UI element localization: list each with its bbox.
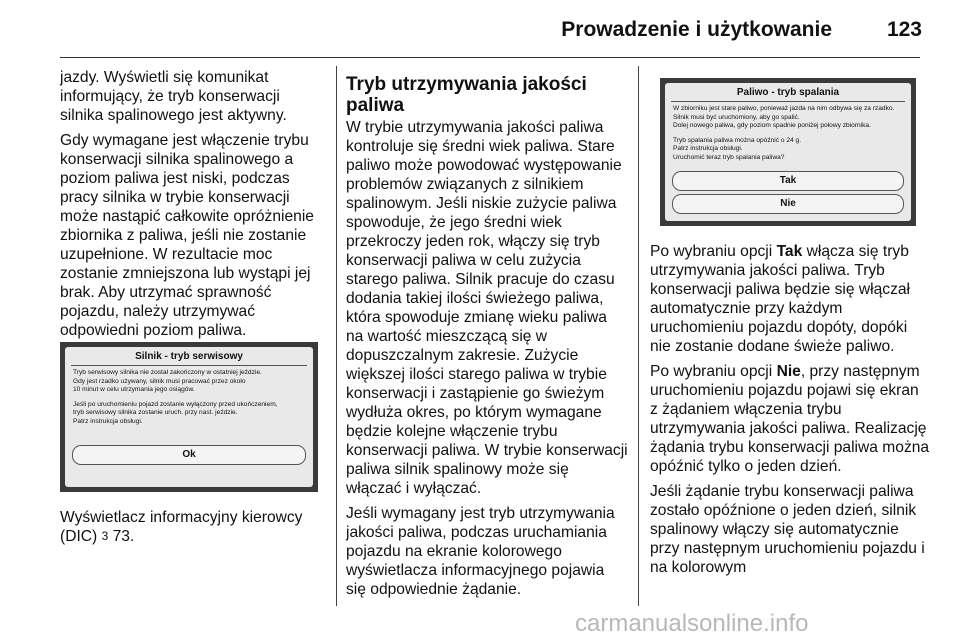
paragraph: Gdy wymagane jest włączenie trybu konserwacji silnika spalinowego a poziom paliwa jest niski, podczas pracy silnika w trybie konserwacji może nastąpić całkowite opróżnienie zbiornika z paliwa, jeśli nie zostanie uzupełnione. W rezultacie moc zostanie zmniejszona lub wystąpi jej brak. Aby utrzymać sprawność pojazdu, należy utrzymywać odpowiedni poziom paliwa. (60, 132, 314, 339)
screen-text-line: Gdy jest rzadko używany, silnik musi pracować przez około (73, 377, 246, 385)
header-divider (60, 57, 920, 58)
paragraph: Jeśli wymagany jest tryb utrzymywania jakości paliwa, podczas uruchamiania pojazdu na ekranie kolorowego wyświetlacza informacyjnego pojawia się odpowiednie żądanie. (346, 505, 615, 598)
screen-divider (71, 365, 307, 366)
yes-button[interactable]: Tak (672, 171, 904, 191)
no-button[interactable]: Nie (672, 194, 904, 214)
caption-text: Wyświetlacz informacyjny kierowcy (DIC) (60, 509, 303, 545)
screen-text-line: Uruchomić teraz tryb spalania paliwa? (673, 153, 785, 161)
watermark: carmanualsonline.info (575, 610, 809, 637)
screen-text-line: Patrz instrukcja obsługi. (73, 417, 143, 425)
paragraph: jazdy. Wyświetli się komunikat informujący, że tryb konserwacji silnika spalinowego jest aktywny. (60, 69, 287, 124)
engine-service-mode-screen (60, 342, 318, 492)
paragraph: Po wybraniu opcji Tak włącza się tryb utrzymywania jakości paliwa. Tryb konserwacji paliwa będzie się włączał automatycznie przy każdym uruchomieniu pojazdu dopóty, dopóki nie zostanie dodane świeże paliwo. (650, 243, 911, 355)
screen-text-line: Silnik musi być uruchomiony, aby go spalić. (673, 113, 800, 121)
column-right (650, 242, 930, 583)
ok-button[interactable]: Ok (72, 445, 306, 465)
page-number: 123 (886, 18, 922, 41)
option-yes-text: Tak (776, 243, 803, 260)
screen-text-line: Tryb serwisowy silnika nie został zakończony w ostatniej jeździe. (73, 369, 262, 376)
screen-text-line: 10 minut w celu utrzymania jego osiągów. (73, 386, 195, 394)
section-heading: Tryb utrzymywania jakości paliwa (346, 74, 587, 116)
screen-caption (60, 508, 326, 552)
screen-text-line: Dolej nowego paliwa, gdy poziom spadnie poniżej połowy zbiornika. (673, 122, 871, 130)
screen-text-line: Patrz instrukcja obsługi. (673, 145, 743, 153)
page-header (0, 0, 960, 60)
column-divider (638, 66, 639, 606)
fuel-burn-mode-screen (660, 78, 916, 226)
page-title: Prowadzenie i użytkowanie (561, 18, 832, 41)
screen-divider (671, 101, 905, 102)
option-no-text: Nie (776, 363, 801, 380)
paragraph: W trybie utrzymywania jakości paliwa kontroluje się średni wiek paliwa. Stare paliwo może powodować występowanie problemów związanych z silnikiem spalinowym. Jeśli niskie zużycie paliwa spowoduje, że jego średni wiek przekroczy jeden rok, włączy się tryb konserwacji paliwa w celu zużycia starego paliwa. Silnik pracuje do czasu dodania takiej ilości świeżego paliwa, która spowoduje zmianę wieku paliwa na wartość mieszczącą się w dopuszczalnym zakresie. Zużycie większej ilości starego paliwa w trybie konserwacji i zastąpienie go świeżym wydłuża okres, po którym wymagane będzie kolejne włączenie trybu konserwacji paliwa. W trybie konserwacji paliwa silnik spalinowy może się włączać i wyłączać. (346, 119, 628, 497)
paragraph: Po wybraniu opcji Nie, przy następnym uruchomieniu pojazdu pojawi się ekran z żądaniem włączenia trybu utrzymywania jakości paliwa. Realizację żądania trybu konserwacji paliwa można opóźnić tylko o jeden dzień. (650, 363, 930, 475)
paragraph: Jeśli żądanie trybu konserwacji paliwa zostało opóźnione o jeden dzień, silnik spalinowy włączy się automatycznie przy następnym uruchomieniu pojazdu i na kolorowym (650, 483, 925, 576)
page-reference-icon: 3 (101, 529, 109, 543)
screen-text-line: tryb serwisowy silnika zostanie uruch. przy nast. jeździe. (73, 409, 238, 417)
column-middle (346, 74, 628, 605)
column-divider (336, 66, 337, 606)
screen-text-line: Jeśli po uruchomieniu pojazd zostanie wyłączony przed ukończeniem, (73, 400, 278, 408)
screen-text-line: W zbiorniku jest stare paliwo, ponieważ jazda na nim odbywa się za rzadko. (673, 105, 895, 112)
screen-title: Paliwo - tryb spalania (736, 87, 840, 98)
screen-text-line: Tryb spalania paliwa można opóźnić o 24 g. (673, 136, 802, 144)
caption-page: 73. (112, 528, 135, 545)
column-left (60, 68, 326, 346)
screen-title: Silnik - tryb serwisowy (135, 351, 243, 362)
